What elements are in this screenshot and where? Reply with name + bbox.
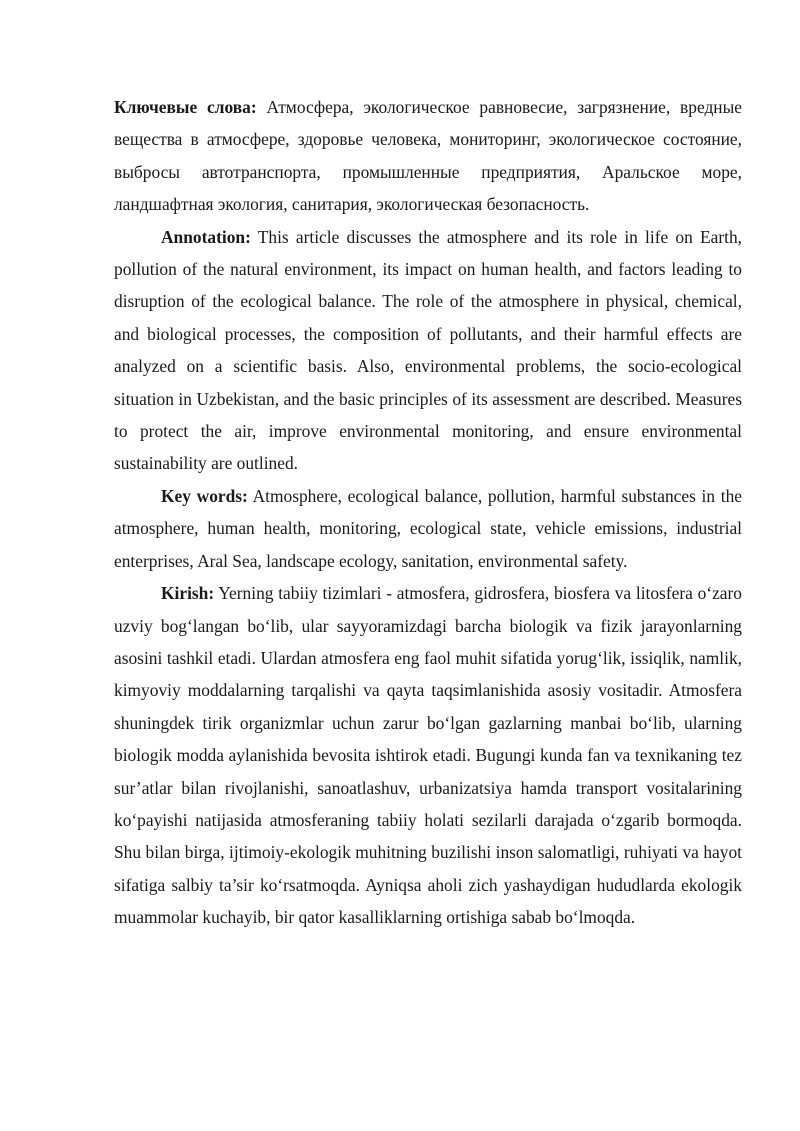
introduction-text: Yerning tabiiy tizimlari - atmosfera, gidrosfera, biosfera va litosfera o‘zaro uzviy bog‘langan bo‘lib, ular sayyoramizdagi barcha biologik va fizik jarayonlarning asosini tashkil etadi. Ulardan atmosfera eng faol muhit sifatida yorug‘lik, issiqlik, namlik, kimyoviy moddalarning tarqalishi va qayta taqsimlanishida asosiy vositadir. Atmosfera shuningdek tirik organizmlar uchun zarur bo‘lgan gazlarning manbai bo‘lib, ularning biologik modda aylanishida bevosita ishtirok etadi. Bugungi kunda fan va texnikaning tez sur’atlar bilan rivojlanishi, sanoatlashuv, urbanizatsiya hamda transport vositalarining ko‘payishi natijasida atmosferaning tabiiy holati sezilarli darajada o‘zgarib bormoqda. Shu bilan birga, ijtimoiy-ekologik muhitning buzilishi inson salomatligi, ruhiyati va hayot sifatiga salbiy ta’sir ko‘rsatmoqda. Ayniqsa aholi zich yashaydigan hududlarda ekologik muammolar kuchayib, bir qator kasalliklarning ortishiga sabab bo‘lmoqda. [114,583,742,928]
introduction-heading: Kirish: [161,583,215,604]
annotation-paragraph [114,221,742,480]
keywords-ru-paragraph [114,91,742,221]
annotation-heading: Annotation: [161,226,251,247]
keywords-ru-text: Атмосфера, экологическое равновесие, загрязнение, вредные вещества в атмосфере, здоровье человека, мониторинг, экологическое состояние, выбросы автотранспорта, промышленные предприятия, Аральское море, ландшафтная экология, санитария, экологическая безопасность. [114,97,743,215]
annotation-text: This article discusses the atmosphere and its role in life on Earth, pollution of the natural environment, its impact on human health, and factors leading to disruption of the ecological balance. The role of the atmosphere in physical, chemical, and biological processes, the composition of pollutants, and their harmful effects are analyzed on a scientific basis. Also, environmental problems, the socio-ecological situation in Uzbekistan, and the basic principles of its assessment are described. Measures to protect the air, improve environmental monitoring, and ensure environmental sustainability are outlined. [114,226,742,474]
keywords-ru-heading: Ключевые слова: [114,97,257,117]
introduction-paragraph [114,577,742,933]
keywords-en-heading: Key words: [161,485,248,506]
keywords-en-text: Atmosphere, ecological balance, pollution, harmful substances in the atmosphere, human health, monitoring, ecological state, vehicle emissions, industrial enterprises, Aral Sea, landscape ecology, sanitation, environmental safety. [114,485,742,571]
keywords-en-paragraph [114,480,742,577]
document-body [114,91,742,934]
